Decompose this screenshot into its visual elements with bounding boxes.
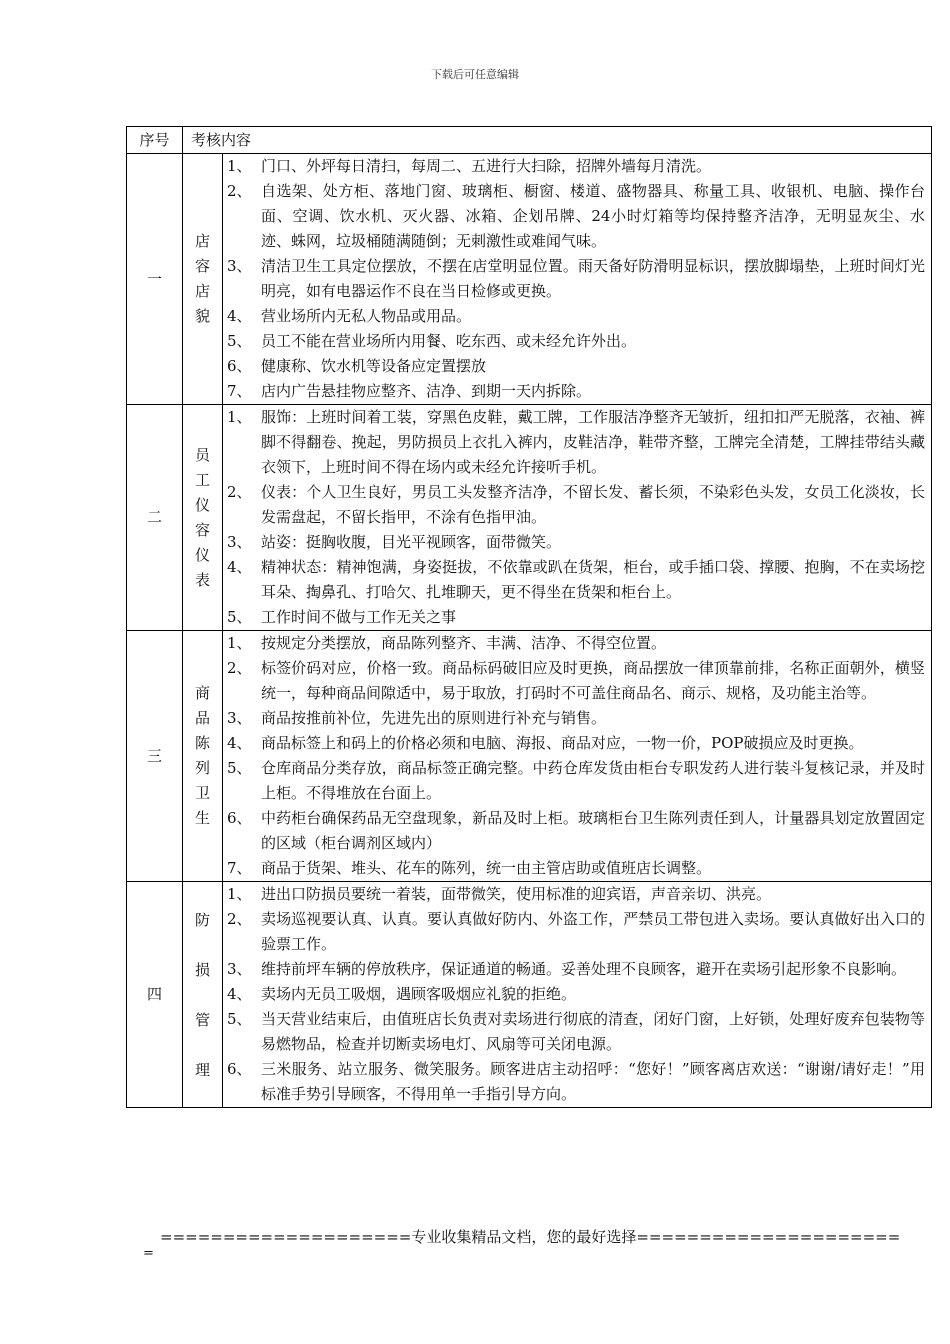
list-item [227,882,925,907]
list-item [227,254,925,304]
item-text: 站姿：挺胸收腹，目光平视顾客，面带微笑。 [261,533,562,551]
category-char: 表 [194,570,210,589]
item-number: 1、 [227,408,252,426]
section-number: 四 [127,882,183,1108]
list-item [227,480,925,530]
item-text: 当天营业结束后，由值班店长负责对卖场进行彻底的清查，闭好门窗，上好锁，处理好废弃包装物等易燃物品，检查并切断卖场电灯、风扇等可关闭电源。 [261,1010,926,1053]
item-number: 2、 [227,659,252,677]
item-number: 2、 [227,910,252,928]
item-number: 5、 [227,759,252,777]
item-text: 卖场内无员工吸烟，遇顾客吸烟应礼貌的拒绝。 [261,985,577,1003]
column-header-content: 考核内容 [183,127,932,154]
category-char: 损 [194,960,210,979]
item-text: 商品标签上和码上的价格必须和电脑、海报、商品对应，一物一价，POP破损应及时更换。 [261,734,864,752]
item-number: 6、 [227,809,252,827]
table-row [127,631,932,882]
item-text: 商品于货架、堆头、花车的陈列，统一由主管店助或值班店长调整。 [261,859,712,877]
assessment-table [126,126,932,1108]
item-number: 3、 [227,533,252,551]
section-category [183,405,223,631]
section-number: 一 [127,154,183,405]
category-char: 仪 [194,495,210,514]
category-char: 品 [194,709,210,727]
list-item [227,179,925,254]
item-number: 2、 [227,483,252,501]
item-text: 进出口防损员要统一着装，面带微笑，使用标准的迎宾语，声音亲切、洪亮。 [261,885,772,903]
item-number: 7、 [227,859,252,877]
section-number: 二 [127,405,183,631]
list-item [227,806,925,856]
list-item [227,1007,925,1057]
item-number: 5、 [227,332,252,350]
item-number: 4、 [227,558,252,576]
table-body [127,154,932,1108]
item-number: 6、 [227,357,252,375]
table-row [127,882,932,1108]
category-char: 容 [194,520,210,539]
category-char: 陈 [194,734,210,752]
list-item [227,354,925,379]
item-text: 清洁卫生工具定位摆放，不摆在店堂明显位置。雨天备好防滑明显标识，摆放脚塌垫，上班时间灯光明亮，如有电器运作不良在当日检修或更换。 [261,257,926,300]
category-char: 管 [194,1010,210,1029]
list-item [227,631,925,656]
list-item [227,304,925,329]
table-row [127,405,932,631]
category-char: 商 [194,684,210,702]
list-item [227,731,925,756]
list-item [227,605,925,630]
list-item [227,405,925,480]
item-number: 1、 [227,634,252,652]
item-text: 三米服务、站立服务、微笑服务。顾客进店主动招呼：“您好！”顾客离店欢送：“谢谢/请好走！”用标准手势引导顾客，不得用单一手指引导方向。 [261,1060,926,1103]
item-text: 健康称、饮水机等设备应定置摆放 [261,357,487,375]
category-char: 容 [194,257,210,275]
column-header-no: 序号 [127,127,183,154]
table-row [127,154,932,405]
item-text: 员工不能在营业场所内用餐、吃东西、或未经允许外出。 [261,332,637,350]
footer-line: ====================专业收集精品文档，您的最好选择===================== [160,1228,901,1246]
item-number: 5、 [227,608,252,626]
list-item [227,756,925,806]
section-items [223,154,932,405]
item-text: 维持前坪车辆的停放秩序，保证通道的畅通。妥善处理不良顾客，避开在卖场引起形象不良影响。 [261,960,907,978]
category-char: 列 [194,759,210,777]
item-number: 2、 [227,182,252,200]
category-char: 理 [194,1060,210,1079]
category-char: 貌 [194,307,210,325]
list-item [227,530,925,555]
category-char: 仪 [194,545,210,564]
category-char: 工 [194,470,210,489]
section-category [183,882,223,1108]
item-number: 6、 [227,1060,252,1078]
item-text: 服饰：上班时间着工装，穿黑色皮鞋，戴工牌，工作服洁净整齐无皱折，纽扣扣严无脱落，衣袖、裤脚不得翻卷、挽起，男防损员上衣扎入裤内，皮鞋洁净，鞋带齐整，工牌完全清楚，工牌挂带结头藏衣领下，上班时间不得在场内或未经允许接听手机。 [261,408,926,476]
section-items [223,882,932,1108]
item-text: 仪表：个人卫生良好，男员工头发整齐洁净，不留长发、蓄长须，不染彩色头发，女员工化淡妆，长发需盘起，不留长指甲，不涂有色指甲油。 [261,483,926,526]
item-text: 标签价码对应，价格一致。商品标码破旧应及时更换，商品摆放一律顶靠前排，名称正面朝外，横竖统一，每种商品间隙适中，易于取放，打码时不可盖住商品名、商示、规格，及功能主治等。 [261,659,926,702]
category-char: 生 [194,809,210,827]
section-items [223,405,932,631]
item-text: 按规定分类摆放，商品陈列整齐、丰满、洁净、不得空位置。 [261,634,667,652]
category-char: 卫 [194,784,210,802]
item-text: 仓库商品分类存放，商品标签正确完整。中药仓库发货由柜台专职发药人进行装斗复核记录，并及时上柜。不得堆放在台面上。 [261,759,926,802]
item-text: 自选架、处方柜、落地门窗、玻璃柜、橱窗、楼道、盛物器具、称量工具、收银机、电脑、操作台面、空调、饮水机、灭火器、冰箱、企划吊牌、24小时灯箱等均保持整齐洁净，无明显灰尘、水迹、蛛网，垃圾桶随满随倒；无刺激性或难闻气味。 [261,182,926,250]
list-item [227,379,925,404]
item-text: 商品按推前补位，先进先出的原则进行补充与销售。 [261,709,607,727]
item-text: 门口、外坪每日清扫，每周二、五进行大扫除，招牌外墙每月清洗。 [261,157,712,175]
list-item [227,856,925,881]
list-item [227,907,925,957]
item-number: 4、 [227,307,252,325]
item-text: 中药柜台确保药品无空盘现象，新品及时上柜。玻璃柜台卫生陈列责任到人，计量器具划定放置固定的区域（柜台调剂区域内） [261,809,926,852]
category-char: 店 [194,232,210,250]
footer-tail: = [143,1246,154,1261]
list-item [227,982,925,1007]
section-category [183,154,223,405]
item-number: 5、 [227,1010,252,1028]
item-text: 精神状态：精神饱满，身姿挺拔，不依靠或趴在货架，柜台，或手插口袋、撑腰、抱胸，不在卖场挖耳朵、掏鼻孔、打哈欠、扎堆聊天，更不得坐在货架和柜台上。 [261,558,926,601]
header-note: 下载后可任意编辑 [431,68,519,81]
item-text: 卖场巡视要认真、认真。要认真做好防内、外盗工作，严禁员工带包进入卖场。要认真做好出入口的验票工作。 [261,910,926,953]
item-number: 7、 [227,382,252,400]
item-text: 营业场所内无私人物品或用品。 [261,307,472,325]
list-item [227,957,925,982]
list-item [227,656,925,706]
item-number: 1、 [227,157,252,175]
section-category [183,631,223,882]
category-char: 防 [194,910,210,929]
item-number: 3、 [227,709,252,727]
item-number: 4、 [227,985,252,1003]
table-header-row [127,127,932,154]
item-text: 工作时间不做与工作无关之事 [261,608,457,626]
list-item [227,1057,925,1107]
item-number: 3、 [227,257,252,275]
section-items [223,631,932,882]
section-number: 三 [127,631,183,882]
item-number: 4、 [227,734,252,752]
list-item [227,329,925,354]
list-item [227,706,925,731]
category-char: 店 [194,282,210,300]
list-item [227,555,925,605]
category-char: 员 [194,445,210,464]
item-number: 3、 [227,960,252,978]
item-text: 店内广告悬挂物应整齐、洁净、到期一天内拆除。 [261,382,592,400]
list-item [227,154,925,179]
item-number: 1、 [227,885,252,903]
